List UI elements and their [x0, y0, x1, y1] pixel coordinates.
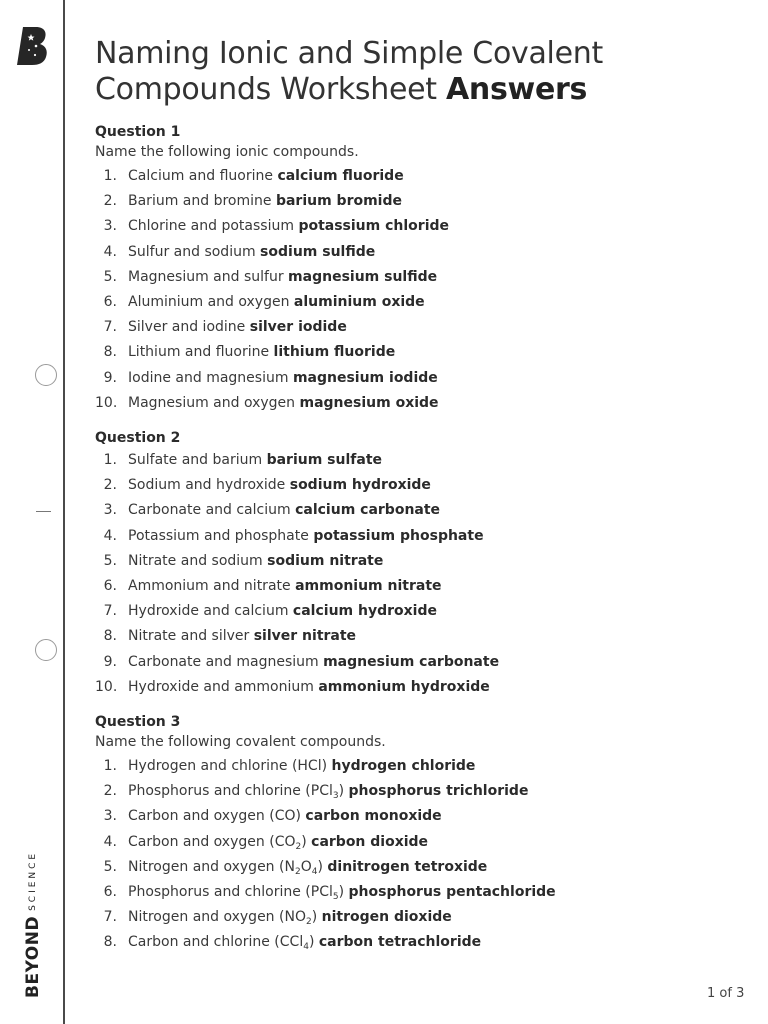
item-number: 4. [103, 527, 117, 544]
item-prompt: Phosphorus and chlorine [128, 884, 301, 901]
item-prompt: Nitrogen and oxygen [128, 909, 275, 926]
binder-hole [35, 364, 57, 386]
question-list [95, 122, 735, 956]
answer-list [95, 164, 735, 416]
item-number: 5. [103, 858, 117, 875]
item-answer: silver iodide [249, 319, 347, 336]
item-answer: calcium hydroxide [292, 603, 437, 620]
title-main: Naming Ionic and Simple Covalent Compounds Worksheet [95, 36, 603, 107]
item-answer: aluminium oxide [293, 294, 425, 311]
item-number: 3. [103, 502, 117, 519]
item-number: 6. [103, 294, 117, 311]
list-item [95, 340, 735, 365]
item-number: 4. [103, 833, 117, 850]
margin-line [63, 0, 65, 1024]
list-item [95, 855, 735, 880]
list-item [95, 391, 735, 416]
item-prompt: Sodium and hydroxide [128, 477, 286, 494]
list-item [95, 290, 735, 315]
brand-sub: SCIENCE [28, 850, 38, 911]
formula-subscript: 3 [332, 791, 339, 802]
formula-symbol: HCl [297, 758, 322, 775]
list-item [95, 366, 735, 391]
item-number: 8. [103, 344, 117, 361]
item-number: 5. [103, 268, 117, 285]
question-section [95, 122, 735, 416]
item-number: 6. [103, 884, 117, 901]
formula-subscript: 2 [305, 917, 312, 928]
list-item [95, 905, 735, 930]
item-number: 1. [103, 758, 117, 775]
list-item [95, 214, 735, 239]
answer-list [95, 754, 735, 956]
formula-subscript: 4 [311, 866, 318, 877]
question-intro: Name the following covalent compounds. [95, 734, 386, 751]
page-number: 1 of 3 [707, 986, 745, 1001]
item-prompt: Carbonate and magnesium [128, 653, 319, 670]
item-number: 7. [103, 909, 117, 926]
item-answer: magnesium carbonate [323, 653, 500, 670]
item-prompt: Carbon and chlorine [128, 934, 270, 951]
formula-symbol: CO [274, 808, 296, 825]
item-prompt: Chlorine and potassium [128, 218, 294, 235]
list-item [95, 240, 735, 265]
item-answer: magnesium sulfide [288, 268, 438, 285]
item-prompt: Nitrogen and oxygen [128, 858, 275, 875]
item-prompt: Sulfate and barium [128, 452, 263, 469]
list-item [95, 830, 735, 855]
item-prompt: Hydrogen and chlorine [128, 758, 288, 775]
fold-mark [36, 511, 51, 512]
item-prompt: Carbon and oxygen [128, 833, 265, 850]
formula-subscript: 5 [332, 892, 339, 903]
formula-symbol: PCl [310, 783, 333, 800]
list-item [95, 930, 735, 955]
item-prompt: Magnesium and oxygen [128, 394, 296, 411]
item-prompt: Ammonium and nitrate [128, 578, 291, 595]
question-section [95, 428, 735, 700]
item-answer: potassium chloride [298, 218, 450, 235]
item-formula: $(CO_2)$ [269, 833, 307, 852]
list-item [95, 880, 735, 905]
item-prompt: Phosphorus and chlorine [128, 783, 301, 800]
item-number: 8. [103, 934, 117, 951]
list-item [95, 524, 735, 549]
item-number: 2. [103, 477, 117, 494]
item-formula: (PCl$_3$) [305, 783, 345, 802]
worksheet-content [95, 36, 735, 968]
list-item [95, 189, 735, 214]
list-item [95, 265, 735, 290]
item-answer: dinitrogen tetroxide [327, 858, 488, 875]
item-number: 9. [103, 369, 117, 386]
list-item [95, 164, 735, 189]
formula-subscript: 2 [295, 841, 302, 852]
item-prompt: Calcium and fluorine [128, 168, 273, 184]
item-answer: sodium nitrate [267, 552, 384, 569]
item-number: 4. [103, 243, 117, 260]
list-item [95, 315, 735, 340]
list-item [95, 448, 735, 473]
item-prompt: Hydroxide and calcium [128, 603, 289, 620]
brand-name: BEYOND [23, 915, 43, 998]
list-item [95, 675, 735, 700]
item-prompt: Aluminium and oxygen [128, 294, 290, 311]
item-number: 10. [95, 394, 118, 411]
formula-symbol: PCl [310, 884, 333, 901]
item-formula: $(NO_2)$ [279, 909, 318, 928]
item-formula: (CCl$_4$) [274, 934, 315, 953]
formula-subscript: 4 [303, 942, 309, 953]
item-number: 3. [103, 218, 117, 235]
item-prompt: Magnesium and sulfur [128, 268, 284, 285]
item-formula: (PCl$_5$) [305, 884, 345, 903]
item-prompt: Barium and bromine [128, 193, 272, 210]
list-item [95, 574, 735, 599]
item-number: 7. [103, 603, 117, 620]
item-number: 3. [103, 808, 117, 825]
item-prompt: Potassium and phosphate [128, 527, 309, 544]
item-formula: (CO) [269, 808, 301, 825]
item-prompt: Nitrate and silver [128, 628, 250, 645]
brand-wordmark [23, 851, 43, 998]
item-prompt: Carbonate and calcium [128, 502, 291, 519]
formula-subscript: 2 [294, 866, 301, 877]
question-intro: Name the following ionic compounds. [95, 144, 359, 160]
item-answer: calcium carbonate [295, 502, 441, 519]
item-answer: barium bromide [275, 193, 403, 210]
item-prompt: Silver and iodine [128, 319, 246, 336]
formula-symbol: NO [284, 909, 306, 926]
item-number: 8. [103, 628, 117, 645]
item-number: 1. [103, 452, 117, 469]
item-answer: nitrogen dioxide [321, 909, 452, 926]
beyond-logo-icon [16, 26, 50, 66]
item-answer: carbon dioxide [311, 833, 429, 850]
item-answer: phosphorus pentachloride [348, 884, 556, 901]
item-answer: ammonium hydroxide [318, 678, 490, 695]
item-prompt: Carbon and oxygen [128, 808, 265, 825]
page-title [95, 36, 735, 108]
list-item [95, 599, 735, 624]
item-answer: carbon tetrachloride [318, 934, 482, 951]
list-item [95, 549, 735, 574]
binder-hole [35, 639, 57, 661]
item-number: 10. [95, 678, 118, 695]
item-answer: ammonium nitrate [295, 578, 442, 595]
item-number: 5. [103, 552, 117, 569]
answer-list [95, 448, 735, 700]
item-answer: sodium sulfide [260, 243, 376, 260]
item-answer: barium sulfate [266, 452, 383, 469]
list-item [95, 650, 735, 675]
list-item [95, 804, 735, 829]
title-accent: Answers [446, 72, 588, 107]
formula-symbol: CO [274, 833, 296, 850]
item-number: 1. [103, 168, 117, 184]
item-answer: calcium fluoride [277, 168, 404, 184]
item-formula: $(N_2O_4)$ [279, 858, 323, 877]
item-answer: carbon monoxide [305, 808, 442, 825]
question-title: Question 2 [95, 430, 181, 447]
item-answer: silver nitrate [253, 628, 357, 645]
list-item [95, 498, 735, 523]
question-title: Question 1 [95, 124, 181, 140]
item-prompt: Sulfur and sodium [128, 243, 256, 260]
item-number: 2. [103, 783, 117, 800]
list-item [95, 779, 735, 804]
item-formula: (HCl) [291, 758, 328, 775]
item-number: 9. [103, 653, 117, 670]
list-item [95, 473, 735, 498]
item-answer: sodium hydroxide [289, 477, 431, 494]
item-answer: phosphorus trichloride [348, 783, 529, 800]
formula-symbol: O [300, 858, 312, 875]
item-number: 6. [103, 578, 117, 595]
formula-symbol: CCl [279, 934, 304, 951]
item-number: 2. [103, 193, 117, 210]
item-answer: lithium fluoride [273, 344, 396, 361]
item-answer: magnesium oxide [299, 394, 439, 411]
formula-symbol: N [284, 858, 295, 875]
item-prompt: Lithium and fluorine [128, 344, 270, 361]
question-title: Question 3 [95, 714, 181, 731]
item-answer: potassium phosphate [313, 527, 484, 544]
question-section [95, 712, 735, 956]
item-answer: magnesium iodide [292, 369, 438, 386]
item-number: 7. [103, 319, 117, 336]
item-prompt: Hydroxide and ammonium [128, 678, 314, 695]
list-item [95, 624, 735, 649]
item-prompt: Nitrate and sodium [128, 552, 263, 569]
list-item [95, 754, 735, 779]
item-prompt: Iodine and magnesium [128, 369, 289, 386]
item-answer: hydrogen chloride [331, 758, 476, 775]
